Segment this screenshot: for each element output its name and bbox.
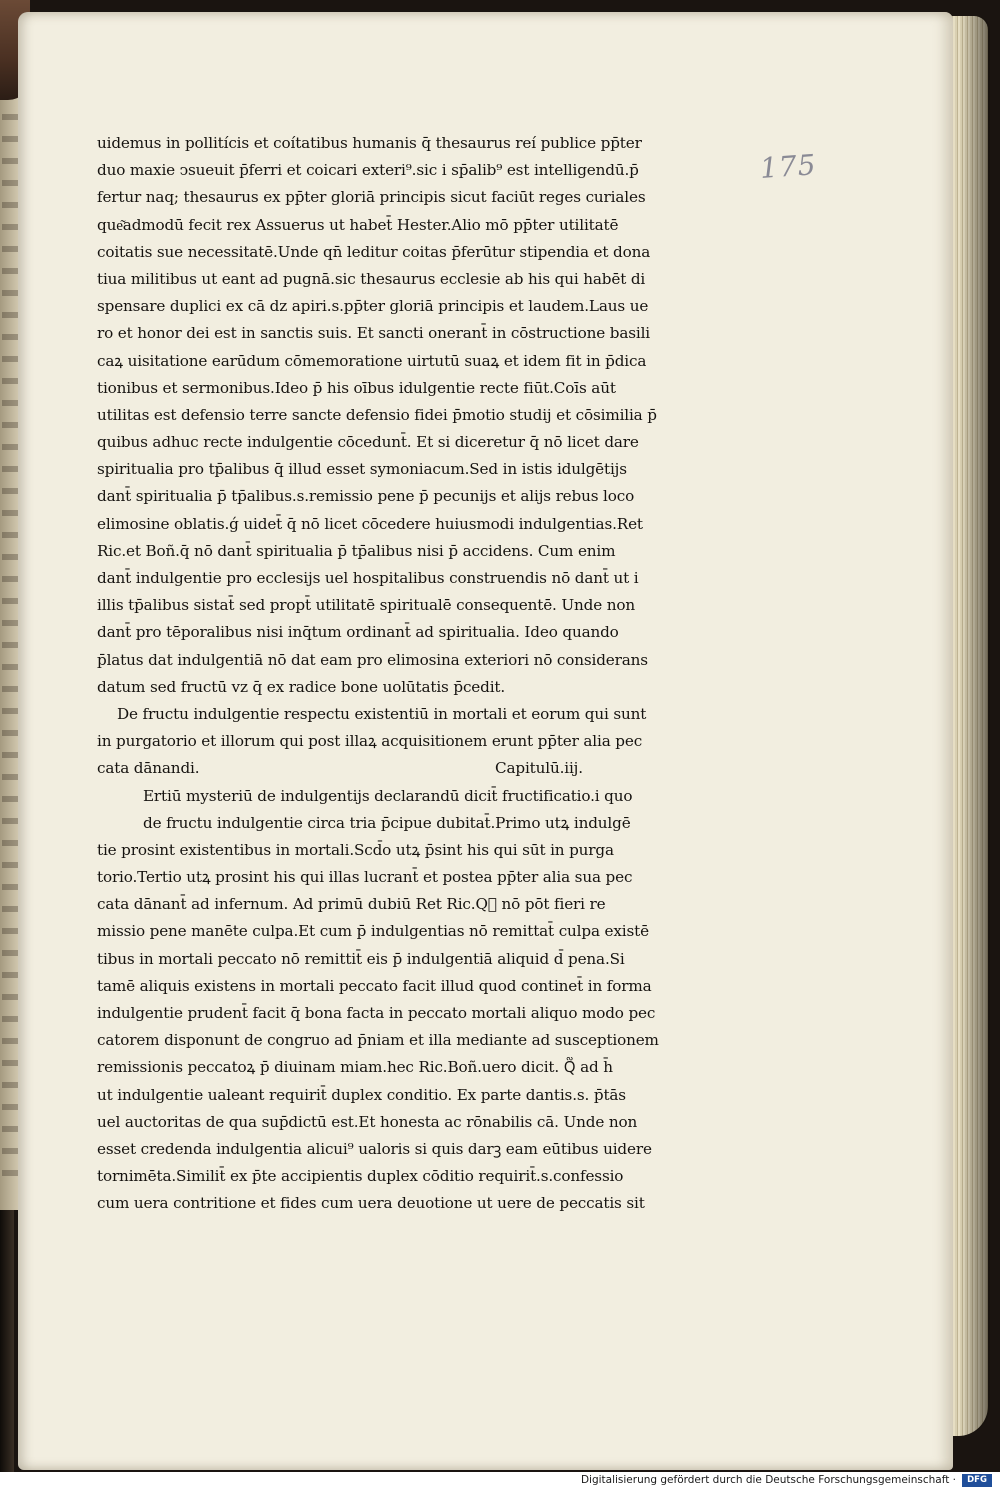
text-line: utilitas est defensio terre sancte defensio fidei p̄motio studij et cōsimilia p̄ xyxy=(97,405,657,424)
text-line: tornimēta.Similit̄ ex p̄te accipientis duplex cōditio requirit̄.s.confessio xyxy=(97,1167,624,1186)
text-line: Ertiū mysteriū de indulgentijs declarandū dicit̄ fructificatio.i quo xyxy=(143,786,633,805)
text-line: de fructu indulgentie circa tria p̄cipue dubitat̄.Primo utꝝ indulgē xyxy=(143,813,631,832)
text-line: illis tp̄alibus sistat̄ sed propt̄ utilitatē spiritualē consequentē. Unde non xyxy=(97,596,636,615)
footer-bar xyxy=(0,1472,1000,1491)
text-line: dant̄ spiritualia p̄ tp̄alibus.s.remissio pene p̄ pecunijs et alijs rebus loco xyxy=(97,487,635,506)
text-line: datum sed fructū vz q̄ ex radice bone uolūtatis p̄cedit. xyxy=(97,677,506,696)
text-line: remissionis peccatoꝝ p̄ diuinam miam.hec Ric.Boñ.uero dicit. Q᷑ ad h̄ xyxy=(97,1058,613,1077)
text-line: p̄latus dat indulgentiā nō dat eam pro elimosina exteriori nō considerans xyxy=(97,650,648,669)
text-line: spensare duplici ex cā dz apiri.s.pp̄ter gloriā principis et laudem.Laus ue xyxy=(97,297,649,316)
text-line: dant̄ pro tēporalibus nisi inq̄tum ordinant̄ ad spiritualia. Ideo quando xyxy=(97,623,619,642)
text-line: ut indulgentie ualeant requirit̄ duplex conditio. Ex parte dantis.s. p̄tās xyxy=(97,1085,626,1104)
text-line: ro et honor dei est in sanctis suis. Et sancti onerant̄ in cōstructione basili xyxy=(97,324,650,343)
text-line: catorem disponunt de congruo ad p̄niam et illa mediante ad susceptionem xyxy=(97,1031,659,1050)
text-line: tamē aliquis existens in mortali peccato facit illud quod continet̄ in forma xyxy=(97,976,652,995)
dfg-logo: DFG xyxy=(962,1474,992,1487)
text-line: caꝝ uisitatione earūdum cōmemoratione uirtutū suaꝝ et idem fit in p̄dica xyxy=(97,351,647,370)
chapter-heading-line xyxy=(97,755,737,782)
text-line: fertur naq; thesaurus ex pp̄ter gloriā principis sicut faciūt reges curiales xyxy=(97,188,646,207)
text-line: Ric.et Boñ.q̄ nō dant̄ spiritualia p̄ tp̄alibus nisi p̄ accidens. Cum enim xyxy=(97,541,616,560)
text-line: indulgentie prudent̄ facit q̄ bona facta in peccato mortali aliquo modo pec xyxy=(97,1004,656,1022)
text-line: tiua militibus ut eant ad pugnā.sic thesaurus ecclesie ab his qui habēt di xyxy=(97,269,646,288)
text-line: que͂admodū fecit rex Assuerus ut habet̄ Hester.Alio mō pp̄ter utilitatē xyxy=(97,215,619,234)
text-line: elimosine oblatis.ǵ uidet̄ q̄ nō licet cōcedere huiusmodi indulgentias.Ret xyxy=(97,514,643,533)
chapter-heading-line: De fructu indulgentie respectu existentiū in mortali et eorum qui sunt xyxy=(117,704,647,723)
book-fore-edge-shadow xyxy=(960,16,990,1436)
text-line: torio.Tertio utꝝ prosint his qui illas lucrant̄ et postea pp̄ter alia sua pec xyxy=(97,868,633,887)
text-line: uidemus in pollitícis et coítatibus humanis q̄ thesaurus reí publice pp̄ter xyxy=(97,134,642,152)
text-line: tibus in mortali peccato nō remittit̄ eis p̄ indulgentiā aliquid d̄ pena.Si xyxy=(97,949,625,968)
text-line: coitatis sue necessitatē.Unde qn̄ leditur coitas p̄ferūtur stipendia et dona xyxy=(97,242,651,261)
chapter-label: Capitulū.iij. xyxy=(495,759,583,778)
chapter-heading-line: in purgatorio et illorum qui post illaꝝ acquisitionem erunt pp̄ter alia pec xyxy=(97,732,643,751)
chapter-heading-end: cata dānandi. xyxy=(97,759,200,778)
funding-credit: Digitalisierung gefördert durch die Deutsche Forschungsgemeinschaft · xyxy=(580,1474,956,1486)
text-line: quibus adhuc recte indulgentie cōcedunt̄. Et si diceretur q̄ nō licet dare xyxy=(97,433,639,452)
text-line: dant̄ indulgentie pro ecclesijs uel hospitalibus construendis nō dant̄ ut i xyxy=(97,569,639,587)
text-line: missio pene manēte culpa.Et cum p̄ indulgentias nō remittat̄ culpa existē xyxy=(97,922,649,941)
text-line: esset credenda indulgentia alicui⁹ ualoris si quis darꝫ eam eūtibus uidere xyxy=(97,1139,652,1158)
text-line: tionibus et sermonibus.Ideo p̄ his oībus idulgentie recte fiūt.Coīs aūt xyxy=(97,378,616,397)
text-line: cata dānant̄ ad infernum. Ad primū dubiū Ret Ric.Q᷑ nō pōt fieri re xyxy=(97,895,606,914)
text-line: tie prosint existentibus in mortali.Scd̄o utꝝ p̄sint his qui sūt in purga xyxy=(97,840,614,859)
text-line: spiritualia pro tp̄alibus q̄ illud esset symoniacum.Sed in istis idulgētijs xyxy=(97,460,627,479)
folio-number: 175 xyxy=(758,148,818,185)
text-line: duo maxie ↄsueuit p̄ferri et coicari exteri⁹.sic i sp̄alib⁹ est intelligendū.p̄ xyxy=(97,161,639,180)
text-line: uel auctoritas de qua sup̄dictū est.Et honesta ac rōnabilis cā. Unde non xyxy=(97,1112,638,1131)
text-line: cum uera contritione et fides cum uera deuotione ut uere de peccatis sit xyxy=(97,1194,645,1213)
text-block xyxy=(97,130,737,1218)
